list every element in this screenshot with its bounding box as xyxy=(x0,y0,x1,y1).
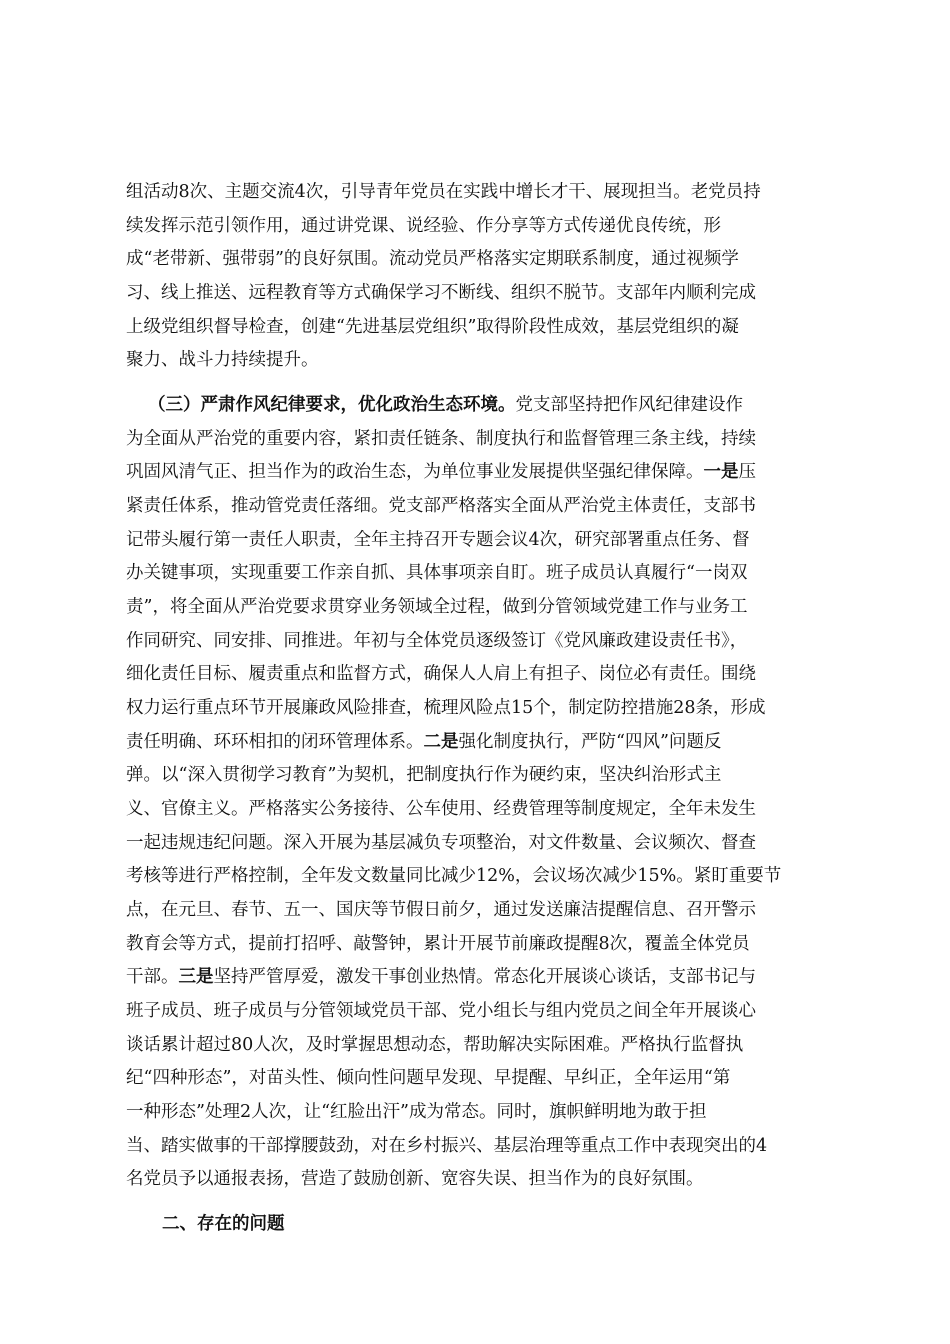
text-line: 责任明确、环环相扣的闭环管理体系。二是强化制度执行，严防“四风”问题反 xyxy=(126,732,722,752)
text-line: 巩固风清气正、担当作为的政治生态，为单位事业发展提供坚强纪律保障。一是压 xyxy=(126,462,756,482)
text-line: 义、官僚主义。严格落实公务接待、公车使用、经费管理等制度规定，全年未发生 xyxy=(126,799,756,819)
text-line: 组活动8次、主题交流4次，引导青年党员在实践中增长才干、展现担当。老党员持 xyxy=(126,182,761,202)
text-line: 名党员予以通报表扬，营造了鼓励创新、宽容失误、担当作为的良好氛围。 xyxy=(126,1169,704,1189)
text-line: 班子成员、班子成员与分管领域党员干部、党小组长与组内党员之间全年开展谈心 xyxy=(126,1001,756,1021)
text-line: 纪“四种形态”，对苗头性、倾向性问题早发现、早提醒、早纠正，全年运用“第 xyxy=(126,1068,731,1088)
text-line: 一起违规违纪问题。深入开展为基层减负专项整治，对文件数量、会议频次、督查 xyxy=(126,833,756,853)
point-marker-1: 一是 xyxy=(703,462,739,482)
text-line: 作同研究、同安排、同推进。年初与全体党员逐级签订《党风廉政建设责任书》， xyxy=(126,631,748,651)
section-heading-3: （三）严肃作风纪律要求，优化政治生态环境。 xyxy=(148,395,516,415)
text-line: 一种形态”处理2人次，让“红脸出汗”成为常态。同时，旗帜鲜明地为敢于担 xyxy=(126,1102,707,1122)
text-line: 干部。三是坚持严管厚爱，激发干事创业热情。常态化开展谈心谈话，支部书记与 xyxy=(126,967,756,987)
text-line: 权力运行重点环节开展廉政风险排查，梳理风险点15个，制定防控措施28条，形成 xyxy=(126,698,766,718)
text-line: 当、踏实做事的干部撑腰鼓劲，对在乡村振兴、基层治理等重点工作中表现突出的4 xyxy=(126,1136,768,1156)
text-line: 紧责任体系，推动管党责任落细。党支部严格落实全面从严治党主体责任，支部书 xyxy=(126,496,756,516)
text-line: 点，在元旦、春节、五一、国庆等节假日前夕，通过发送廉洁提醒信息、召开警示 xyxy=(126,900,756,920)
text-line: 上级党组织督导检查，创建“先进基层党组织”取得阶段性成效，基层党组织的凝 xyxy=(126,317,739,337)
section-heading-problems: 二、存在的问题 xyxy=(162,1214,285,1234)
text-line: 聚力、战斗力持续提升。 xyxy=(126,350,319,370)
text-line: 考核等进行严格控制，全年发文数量同比减少12%，会议场次减少15%。紧盯重要节 xyxy=(126,866,782,886)
text-line: 谈话累计超过80人次，及时掌握思想动态，帮助解决实际困难。严格执行监督执 xyxy=(126,1035,744,1055)
text-line: 办关键事项，实现重要工作亲自抓、具体事项亲自盯。班子成员认真履行“一岗双 xyxy=(126,563,748,583)
text-line: 续发挥示范引领作用，通过讲党课、说经验、作分享等方式传递优良传统，形 xyxy=(126,216,721,236)
text-line: 习、线上推送、远程教育等方式确保学习不断线、组织不脱节。支部年内顺利完成 xyxy=(126,283,756,303)
text-line: 为全面从严治党的重要内容，紧扣责任链条、制度执行和监督管理三条主线，持续 xyxy=(126,429,756,449)
text-line: 记带头履行第一责任人职责，全年主持召开专题会议4次，研究部署重点任务、督 xyxy=(126,530,750,550)
point-marker-2: 二是 xyxy=(423,732,459,752)
text-line: （三）严肃作风纪律要求，优化政治生态环境。党支部坚持把作风纪律建设作 xyxy=(148,395,743,415)
point-marker-3: 三是 xyxy=(178,967,214,987)
text-line: 教育会等方式，提前打招呼、敲警钟，累计开展节前廉政提醒8次，覆盖全体党员 xyxy=(126,934,750,954)
text-line: 细化责任目标、履责重点和监督方式，确保人人肩上有担子、岗位必有责任。围绕 xyxy=(126,664,756,684)
text-line: 成“老带新、强带弱”的良好氛围。流动党员严格落实定期联系制度，通过视频学 xyxy=(126,249,739,269)
text-line: 责”，将全面从严治党要求贯穿业务领域全过程，做到分管领域党建工作与业务工 xyxy=(126,597,748,617)
text-line: 弹。以“深入贯彻学习教育”为契机，把制度执行作为硬约束，坚决纠治形式主 xyxy=(126,765,722,785)
